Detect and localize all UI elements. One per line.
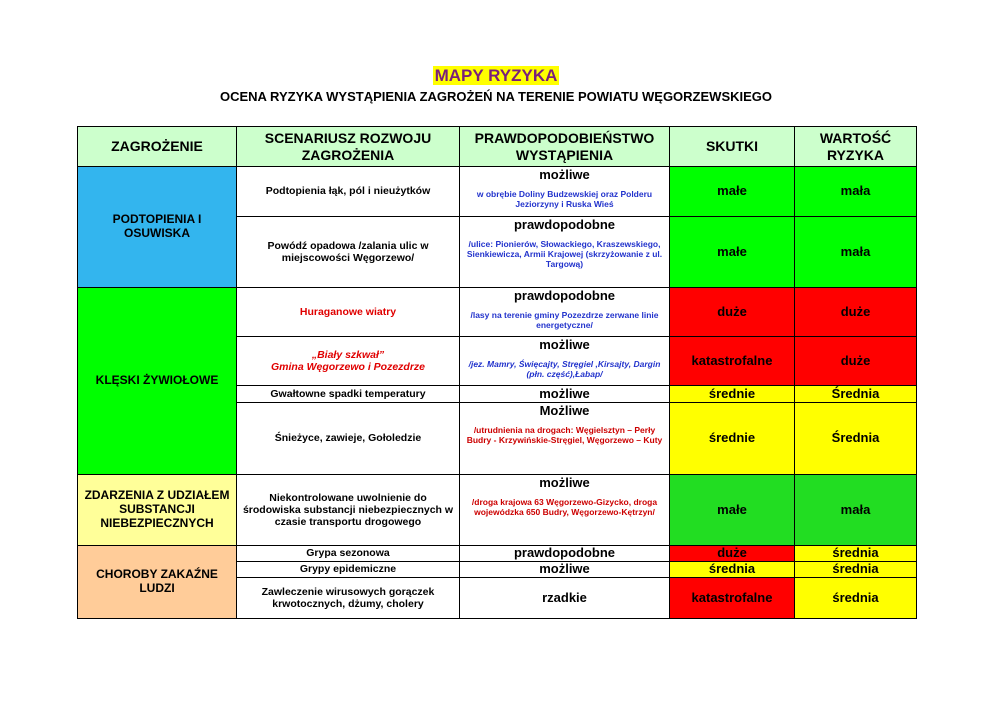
header-zagrozenie: ZAGROŻENIE (78, 127, 237, 167)
table-row (78, 475, 917, 546)
ryzyko-cell: mała (795, 475, 917, 546)
ryzyko-cell: średnia (795, 578, 917, 619)
skutki-cell: średnie (670, 403, 795, 475)
scenario-cell: Gwałtowne spadki temperatury (237, 386, 460, 403)
skutki-cell: małe (670, 167, 795, 217)
group-choroby: CHOROBY ZAKAŹNE LUDZI (78, 546, 237, 619)
risk-table (77, 126, 917, 619)
group-kleski: KLĘSKI ŻYWIOŁOWE (78, 288, 237, 475)
probability-note: w obrębie Doliny Budzewskiej oraz Polderu Jeziorzyny i Ruska Wieś (476, 189, 653, 210)
probability-note: /ulice: Pionierów, Słowackiego, Kraszewskiego, Sienkiewicza, Armii Krajowej (skrzyżowanie z ul. Targową) (466, 239, 663, 269)
header-skutki: SKUTKI (670, 127, 795, 167)
probability-note: /jez. Mamry, Święcajty, Stręgiel ,Kirsajty, Dargin (płn. część),Łabap/ (468, 359, 661, 380)
group-podtopienia: PODTOPIENIA I OSUWISKA (78, 167, 237, 288)
scenario-cell: Niekontrolowane uwolnienie do środowiska substancji niebezpiecznych w czasie transportu drogowego (237, 475, 460, 546)
ryzyko-cell: mała (795, 217, 917, 288)
probability-value: możliwe (539, 475, 590, 490)
probability-value: Możliwe (539, 403, 590, 418)
probability-cell: rzadkie (460, 578, 670, 619)
group-zdarzenia: ZDARZENIA Z UDZIAŁEM SUBSTANCJI NIEBEZPIECZNYCH (78, 475, 237, 546)
skutki-cell: małe (670, 475, 795, 546)
document-title (0, 66, 992, 86)
scenario-cell: Śnieżyce, zawieje, Gołoledzie (237, 403, 460, 475)
probability-value: możliwe (539, 337, 590, 352)
header-row (78, 127, 917, 167)
scenario-cell: Powódź opadowa /zalania ulic w miejscowości Węgorzewo/ (237, 217, 460, 288)
probability-note: /lasy na terenie gminy Pozezdrze zerwane linie energetyczne/ (470, 310, 659, 331)
probability-cell (460, 475, 670, 546)
probability-cell (460, 217, 670, 288)
scenario-cell: Huraganowe wiatry (237, 288, 460, 337)
ryzyko-cell: Średnia (795, 403, 917, 475)
skutki-cell: katastrofalne (670, 337, 795, 386)
skutki-cell: duże (670, 288, 795, 337)
probability-cell (460, 167, 670, 217)
header-wartosc: WARTOŚĆ RYZYKA (795, 127, 917, 167)
document-subtitle: OCENA RYZYKA WYSTĄPIENIA ZAGROŻEŃ NA TERENIE POWIATU WĘGORZEWSKIEGO (219, 89, 773, 104)
scenario-cell: Zawleczenie wirusowych gorączek krwotocznych, dżumy, cholery (237, 578, 460, 619)
scenario-line: „Biały szkwał” (311, 348, 385, 361)
table-row (78, 288, 917, 337)
scenario-cell: Podtopienia łąk, pól i nieużytków (237, 167, 460, 217)
probability-cell (460, 403, 670, 475)
skutki-cell: katastrofalne (670, 578, 795, 619)
probability-value: prawdopodobne (513, 288, 616, 303)
ryzyko-cell: Średnia (795, 386, 917, 403)
ryzyko-cell: średnia (795, 546, 917, 562)
scenario-cell: Grypa sezonowa (237, 546, 460, 562)
probability-value: możliwe (539, 167, 590, 182)
probability-value: prawdopodobne (513, 217, 616, 232)
scenario-cell: Grypy epidemiczne (237, 562, 460, 578)
probability-cell: prawdopodobne (460, 546, 670, 562)
ryzyko-cell: średnia (795, 562, 917, 578)
probability-note: /utrudnienia na drogach: Węgielsztyn – Perły Budry - Krzywińskie-Stręgiel, Węgorzewo – Kuty (466, 425, 663, 446)
scenario-line: Gmina Węgorzewo i Pozezdrze (270, 361, 426, 373)
probability-cell: możliwe (460, 386, 670, 403)
skutki-cell: małe (670, 217, 795, 288)
probability-cell (460, 337, 670, 386)
table-row (78, 546, 917, 562)
ryzyko-cell: duże (795, 288, 917, 337)
ryzyko-cell: duże (795, 337, 917, 386)
skutki-cell: średnia (670, 562, 795, 578)
skutki-cell: średnie (670, 386, 795, 403)
skutki-cell: duże (670, 546, 795, 562)
probability-note: /droga krajowa 63 Węgorzewo-Gizycko, droga wojewódzka 650 Budry, Węgorzewo-Kętrzyn/ (471, 497, 658, 518)
probability-cell (460, 288, 670, 337)
header-prawdopodobienstwo: PRAWDOPODOBIEŃSTWO WYSTĄPIENIA (460, 127, 670, 167)
probability-cell: możliwe (460, 562, 670, 578)
table-row (78, 167, 917, 217)
title-text: MAPY RYZYKA (434, 66, 558, 85)
ryzyko-cell: mała (795, 167, 917, 217)
header-scenariusz: SCENARIUSZ ROZWOJU ZAGROŻENIA (237, 127, 460, 167)
scenario-cell (237, 337, 460, 386)
